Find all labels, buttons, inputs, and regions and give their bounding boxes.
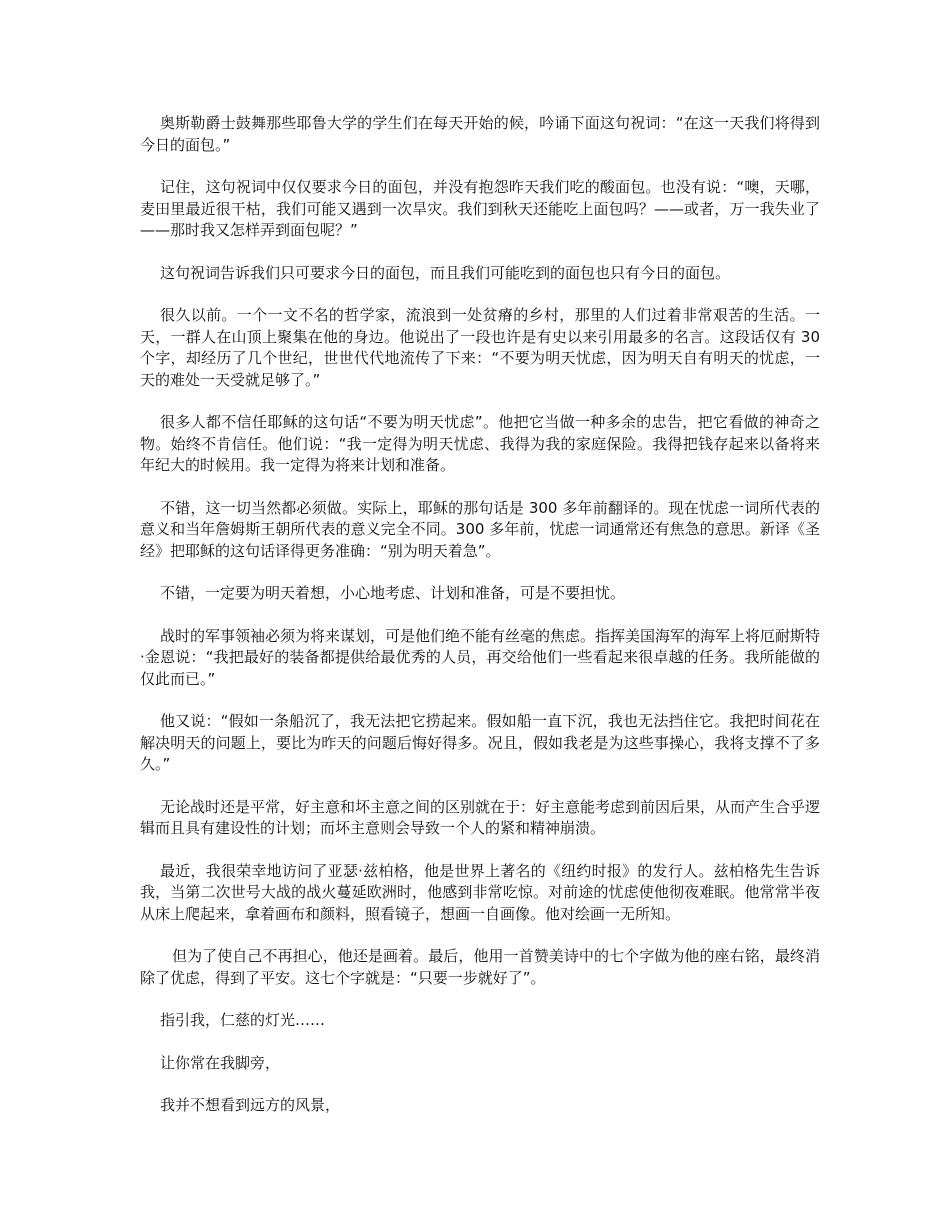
- poem-line-3: 我并不想看到远方的风景，: [160, 1096, 341, 1114]
- paragraph-8: 战时的军事领袖必须为将来谋划，可是他们绝不能有丝毫的焦虑。指挥美国海军的海军上将厄耐斯特·金恩说：“我把最好的装备都提供给最优秀的人员，再交给他们一些看起来很卓越的任务。我所能做的仅此而已。”: [140, 626, 821, 688]
- paragraph-11: 最近，我很荣幸地访问了亚瑟·兹柏格，他是世界上著名的《纽约时报》的发行人。兹柏格先生告诉我，当第二次世号大战的战火蔓延欧洲时，他感到非常吃惊。对前途的忧虑使他彻夜难眠。他常常半夜从床上爬起来，拿着画布和颜料，照看镜子，想画一自画像。他对绘画一无所知。: [140, 861, 820, 923]
- paragraph-3: 这句祝词告诉我们只可要求今日的面包，而且我们可能吃到的面包也只有今日的面包。: [160, 263, 731, 282]
- paragraph-10: 无论战时还是平常，好主意和坏主意之间的区别就在于：好主意能考虑到前因后果，从而产生合乎逻辑而且具有建设性的计划；而坏主意则会导致一个人的紧和精神崩溃。: [140, 797, 821, 837]
- paragraph-6: 不错，这一切当然都必须做。实际上，耶稣的那句话是 300 多年前翻译的。现在忧虑一词所代表的意义和当年詹姆斯王朝所代表的意义完全不同。300 多年前，忧虑一词通常还有焦急的意思。新译《圣经》把耶稣的这句话译得更务准确：“别为明天着急”。: [140, 498, 820, 560]
- paragraph-9: 他又说：“假如一条船沉了，我无法把它捞起来。假如船一直下沉，我也无法挡住它。我把时间花在解决明天的问题上，要比为昨天的问题后悔好得多。况且，假如我老是为这些事操心，我将支撑不了多久。”: [140, 712, 820, 773]
- paragraph-1: 奥斯勒爵士鼓舞那些耶鲁大学的学生们在每天开始的候，吟诵下面这句祝词：“在这一天我们将得到今日的面包。”: [140, 114, 820, 154]
- poem-line-2: 让你常在我脚旁，: [160, 1053, 281, 1072]
- poem-line-1: 指引我，仁慈的灯光……: [160, 1011, 326, 1029]
- paragraph-12: 但为了使自己不再担心，他还是画着。最后，他用一首赞美诗中的七个字做为他的座右铭，最终消除了优虑，得到了平安。这七个字就是：“只要一步就好了”。: [140, 947, 820, 987]
- paragraph-2: 记住，这句祝词中仅仅要求今日的面包，并没有抱怨昨天我们吃的酸面包。也没有说：“噢，天哪，麦田里最近很干枯，我们可能又遇到一次旱灾。我们到秋天还能吃上面包吗？——或者，万一我失业了——那时我又怎样弄到面包呢？”: [140, 178, 820, 239]
- paragraph-5: 很多人都不信任耶稣的这句话“不要为明天忧虑”。他把它当做一种多余的忠告，把它看做的神奇之物。始终不肯信任。他们说：“我一定得为明天忧虑、我得为我的家庭保险。我得把钱存起来以备将来年纪大的时候用。我一定得为将来计划和准备。: [140, 413, 820, 474]
- paragraph-7: 不错，一定要为明天着想，小心地考虑、计划和准备，可是不要担忧。: [160, 584, 626, 602]
- paragraph-4: 很久以前。一个一文不名的哲学家，流浪到一处贫瘠的乡村，那里的人们过着非常艰苦的生活。一天，一群人在山顶上聚集在他的身边。他说出了一段也许是有史以来引用最多的名言。这段话仅有 30 个字，却经历了几个世纪，世世代代地流传了下来：“不要为明天忧虑，因为明天自有明天的忧虑，一天的难处一天受就足够了。”: [140, 306, 820, 389]
- document-body: [140, 113, 820, 1138]
